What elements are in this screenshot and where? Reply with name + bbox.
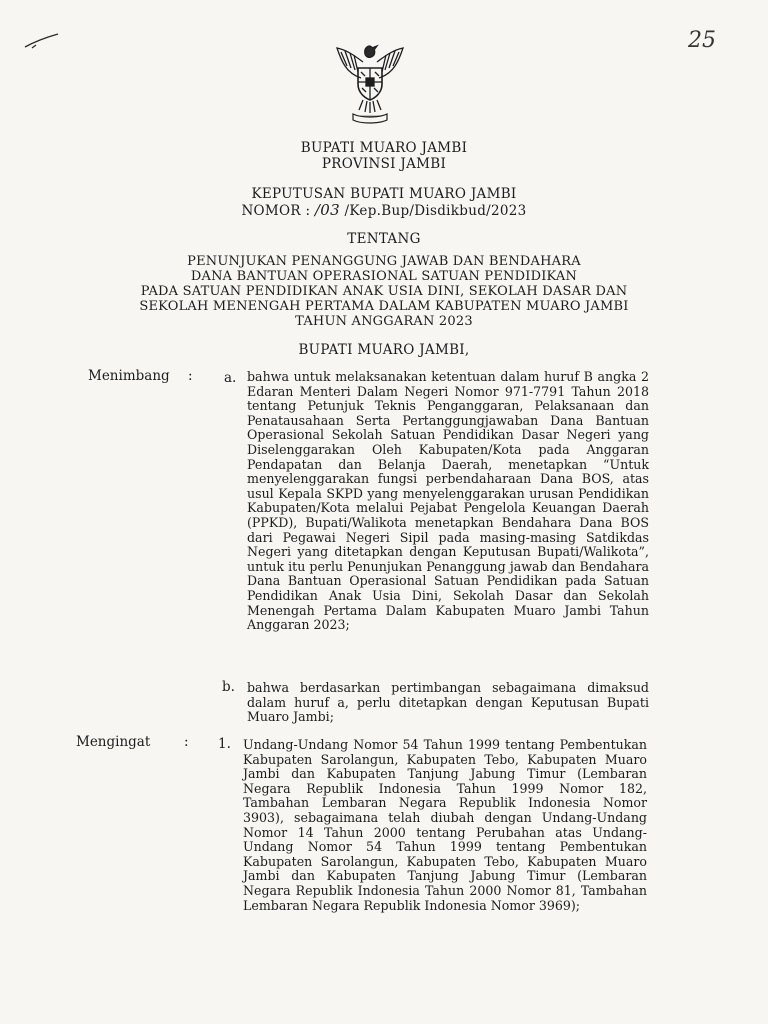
mengingat-item-1-text: Undang-Undang Nomor 54 Tahun 1999 tentang Pembentukan Kabupaten Sarolangun, Kabupaten Tebo, Kabupaten Muaro Jambi dan Kabupaten Tanjung Jabung Timur (Lembaran Negara Republik Indonesia Tahun 1999 Nomor 182, Tambahan Lembaran Negara Republik Indonesia Nomor 3903), sebagaimana telah diubah dengan Undang-Undang Nomor 14 Tahun 2000 tentang Perubahan atas Undang-Undang Nomor 54 Tahun 1999 tentang Pembentukan Kabupaten Sarolangun, Kabupaten Tebo, Kabupaten Muaro Jambi dan Kabupaten Tanjung Jabung Timur (Lembaran Negara Republik Indonesia Tahun 2000 Nomor 81, Tambahan Lembaran Negara Republik Indonesia Nomor 3969); [243,737,647,913]
mengingat-item-1-marker: 1. [218,736,231,752]
garuda-emblem-icon [325,38,415,128]
menimbang-colon: : [188,368,193,384]
mengingat-colon: : [184,734,189,750]
decree-title: KEPUTUSAN BUPATI MUARO JAMBI [251,186,517,202]
menimbang-item-b-marker: b. [222,679,235,695]
menimbang-label: Menimbang [88,368,170,384]
pen-stroke-mark [22,30,62,52]
decree-about: TENTANG [347,231,421,247]
decree-number-label: NOMOR : [241,203,311,219]
header-regent: BUPATI MUARO JAMBI [300,140,468,156]
decree-number-handwritten: /03 [314,201,340,219]
subject-line-4: SEKOLAH MENENGAH PERTAMA DALAM KABUPATEN MUARO JAMBI [139,299,629,314]
subject-line-3: PADA SATUAN PENDIDIKAN ANAK USIA DINI, SEKOLAH DASAR DAN [140,284,628,299]
handwritten-page-number: 25 [688,28,716,53]
subject-line-5: TAHUN ANGGARAN 2023 [295,314,473,329]
decree-number-rest: /Kep.Bup/Disdikbud/2023 [339,203,527,219]
menimbang-item-a-text: bahwa untuk melaksanakan ketentuan dalam huruf B angka 2 Edaran Menteri Dalam Negeri Nomor 971-7791 Tahun 2018 tentang Petunjuk Teknis Penganggaran, Pelaksanaan dan Penatausahaan Serta Pertanggungjawaban Dana Bantuan Operasional Sekolah Satuan Pendidikan Dasar Negeri yang Diselenggarakan Oleh Kabupaten/Kota pada Anggaran Pendapatan dan Belanja Daerah, menetapkan “Untuk menyelenggarakan fungsi perbendaharaan Dana BOS, atas usul Kepala SKPD yang menyelenggarakan urusan Pendidikan Kabupaten/Kota melalui Pejabat Pengelola Keuangan Daerah (PPKD), Bupati/Walikota menetapkan Bendahara Dana BOS dari Pegawai Negeri Sipil pada masing-masing Satdikdas Negeri yang ditetapkan dengan Keputusan Bupati/Walikota”, untuk itu perlu Penunjukan Penanggung jawab dan Bendahara Dana Bantuan Operasional Satuan Pendidikan pada Satuan Pendidikan Anak Usia Dini, Sekolah Dasar dan Sekolah Menengah Pertama Dalam Kabupaten Muaro Jambi Tahun Anggaran 2023; [247,369,649,633]
header-province: PROVINSI JAMBI [321,156,447,172]
menimbang-item-a-marker: a. [224,370,237,386]
subject-line-1: PENUNJUKAN PENANGGUNG JAWAB DAN BENDAHARA [187,254,581,269]
subject-line-2: DANA BANTUAN OPERASIONAL SATUAN PENDIDIKAN [190,269,578,284]
menimbang-item-b-text: bahwa berdasarkan pertimbangan sebagaimana dimaksud dalam huruf a, perlu ditetapkan dengan Keputusan Bupati Muaro Jambi; [247,680,649,725]
mengingat-label: Mengingat [76,734,151,750]
decree-number [0,202,768,219]
issuer: BUPATI MUARO JAMBI, [298,342,470,358]
